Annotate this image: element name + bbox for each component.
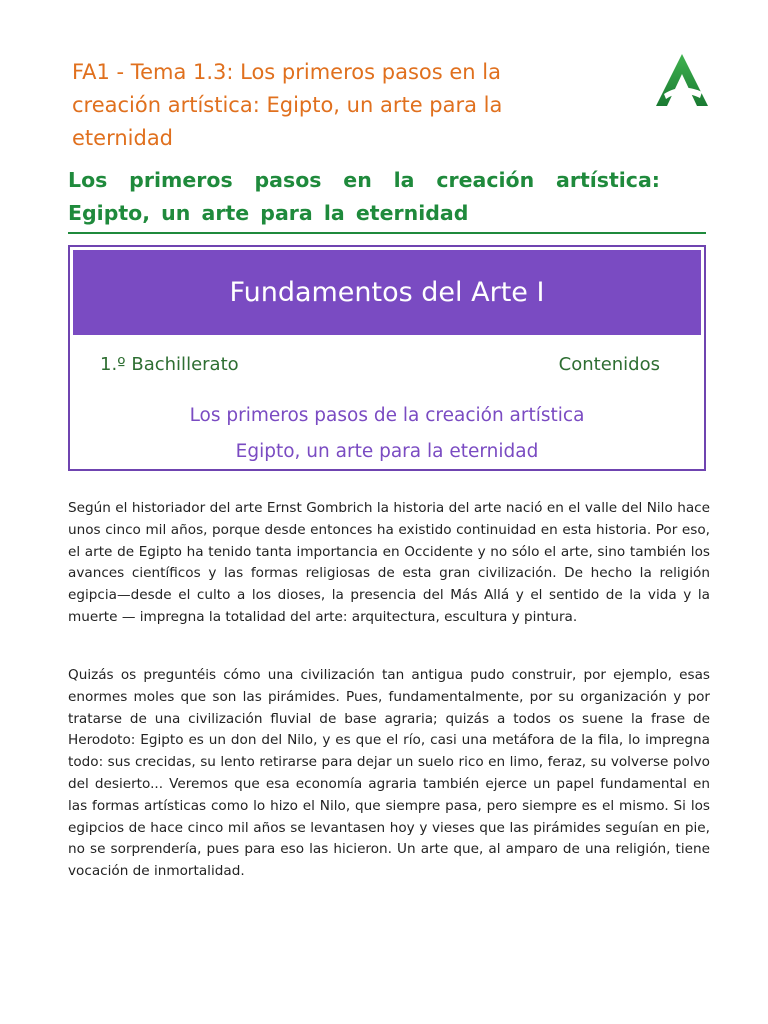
section-heading: Los primeros pasos en la creación artística: Egipto, un arte para la eternidad	[68, 168, 660, 225]
course-subject-header: Fundamentos del Arte I	[73, 250, 701, 335]
junta-andalucia-logo-icon	[652, 52, 712, 108]
heading-divider	[68, 232, 706, 234]
unit-title-line-1: Los primeros pasos de la creación artística	[189, 405, 585, 426]
document-title: FA1 - Tema 1.3: Los primeros pasos en la creación artística: Egipto, un arte para la eternidad	[72, 60, 503, 150]
course-level: 1.º Bachillerato	[100, 354, 239, 375]
course-section-label: Contenidos	[558, 354, 660, 375]
course-box	[68, 245, 706, 471]
unit-title-line-2: Egipto, un arte para la eternidad	[235, 441, 539, 462]
body-paragraph-1: Según el historiador del arte Ernst Gombrich la historia del arte nació en el valle del Nilo hace unos cinco mil años, porque desde entonces ha existido continuidad en esta historia. Por eso, el arte de Egipto ha tenido tanta importancia en Occidente y no sólo el arte, sino también los avances científicos y las formas religiosas de esta gran civilización. De hecho la religión egipcia—desde el culto a los dioses, la presencia del Más Allá y el sentido de la vida y la muerte — impregna la totalidad del arte: arquitectura, escultura y pintura.	[68, 500, 710, 625]
body-paragraph-2: Quizás os preguntéis cómo una civilización tan antigua pudo construir, por ejemplo, esas enormes moles que son las pirámides. Pues, fundamentalmente, por su organización y por tratarse de una civilización fluvial de base agraria; quizás a todos os suene la frase de Herodoto: Egipto es un don del Nilo, y es que el río, casi una metáfora de la fila, lo impregna todo: sus crecidas, su lento retirarse para dejar un suelo rico en limo, feraz, su volverse polvo del desierto... Veremos que esa economía agraria también ejerce un papel fundamental en las formas artísticas como lo hizo el Nilo, que siempre pasa, pero siempre es el mismo. Si los egipcios de hace cinco mil años se levantasen hoy y vieses que las pirámides seguían en pie, no se sorprendería, pues para eso las hicieron. Un arte que, al amparo de una religión, tiene vocación de inmortalidad.	[68, 667, 710, 880]
